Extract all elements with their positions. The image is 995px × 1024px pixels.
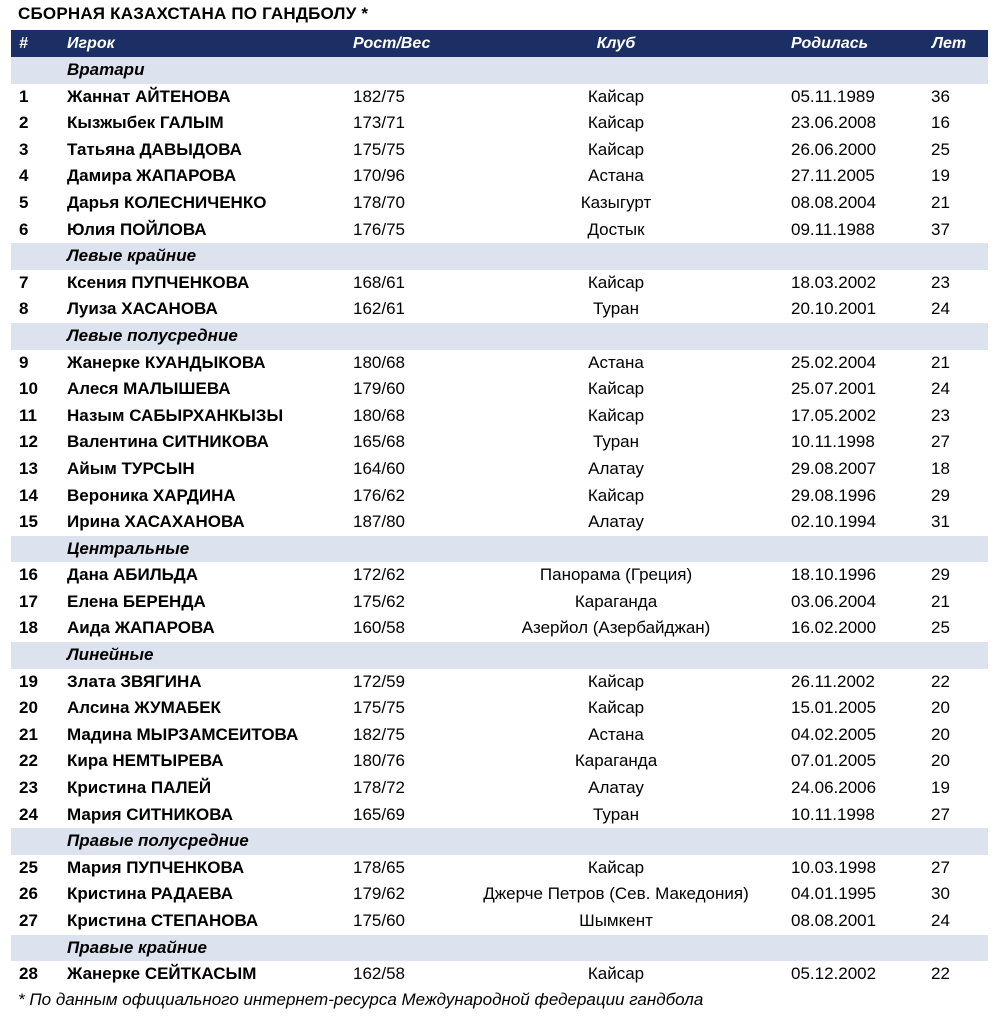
player-height-weight: 165/69 xyxy=(353,804,405,824)
player-age: 22 xyxy=(931,671,950,691)
section-header xyxy=(11,323,988,350)
player-number: 14 xyxy=(19,485,38,505)
player-age: 23 xyxy=(931,272,950,292)
player-height-weight: 173/71 xyxy=(353,113,405,133)
player-height-weight: 180/68 xyxy=(353,405,405,425)
section-name: Центральные xyxy=(67,538,190,558)
player-number: 4 xyxy=(19,166,29,186)
header-born: Родилась xyxy=(791,35,869,52)
player-age: 16 xyxy=(931,113,950,133)
table-row xyxy=(11,190,988,217)
player-age: 24 xyxy=(931,299,950,319)
player-age: 31 xyxy=(931,512,950,532)
player-club: Алатау xyxy=(588,458,644,478)
player-born: 25.02.2004 xyxy=(791,352,877,372)
table-row xyxy=(11,908,988,935)
player-age: 36 xyxy=(931,86,950,106)
player-number: 22 xyxy=(19,751,38,771)
player-age: 25 xyxy=(931,139,950,159)
player-number: 3 xyxy=(19,139,29,159)
table-row xyxy=(11,296,988,323)
player-born: 18.10.1996 xyxy=(791,565,877,585)
player-number: 12 xyxy=(19,432,38,452)
table-row xyxy=(11,881,988,908)
player-name: Ксения ПУПЧЕНКОВА xyxy=(67,272,250,292)
player-height-weight: 187/80 xyxy=(353,512,405,532)
player-name: Айым ТУРСЫН xyxy=(67,458,195,478)
player-age: 24 xyxy=(931,911,950,930)
table-row xyxy=(11,84,988,111)
player-club: Кайсар xyxy=(587,485,645,505)
player-age: 22 xyxy=(931,964,950,984)
player-club: Джерче Петров (Сев. Македония) xyxy=(483,884,749,904)
player-age: 29 xyxy=(931,565,950,585)
player-name: Дарья КОЛЕСНИЧЕНКО xyxy=(67,192,267,212)
section-header xyxy=(11,243,988,270)
player-born: 23.06.2008 xyxy=(791,113,877,133)
player-born: 27.11.2005 xyxy=(791,166,875,186)
player-name: Алсина ЖУМАБЕК xyxy=(67,698,221,718)
player-height-weight: 170/96 xyxy=(353,166,405,186)
player-age: 20 xyxy=(931,751,950,771)
player-number: 16 xyxy=(19,565,38,585)
player-height-weight: 178/70 xyxy=(353,192,405,212)
player-born: 07.01.2005 xyxy=(791,751,877,771)
player-height-weight: 175/60 xyxy=(353,911,405,930)
section-name: Левые крайние xyxy=(67,246,197,266)
player-height-weight: 176/62 xyxy=(353,485,405,505)
player-number: 19 xyxy=(19,671,38,691)
player-born: 29.08.2007 xyxy=(791,458,877,478)
player-club: Кайсар xyxy=(587,698,645,718)
section-header xyxy=(11,935,988,962)
player-age: 27 xyxy=(931,432,950,452)
player-height-weight: 178/72 xyxy=(353,778,405,798)
section-name: Левые полусредние xyxy=(67,325,238,345)
player-number: 26 xyxy=(19,884,38,904)
player-club: Азерйол (Азербайджан) xyxy=(521,618,711,638)
roster-table xyxy=(11,30,988,988)
player-age: 37 xyxy=(931,219,950,239)
player-born: 29.08.1996 xyxy=(791,485,877,505)
player-number: 6 xyxy=(19,219,29,239)
player-age: 23 xyxy=(931,405,950,425)
table-row xyxy=(11,217,988,244)
player-age: 21 xyxy=(931,352,950,372)
player-born: 10.11.1998 xyxy=(791,432,875,452)
section-header xyxy=(11,828,988,855)
table-row xyxy=(11,695,988,722)
player-club: Кайсар xyxy=(587,964,645,984)
player-number: 21 xyxy=(19,724,38,744)
player-born: 04.02.2005 xyxy=(791,724,877,744)
player-height-weight: 178/65 xyxy=(353,857,405,877)
player-name: Жанерке КУАНДЫКОВА xyxy=(67,352,266,372)
player-born: 05.11.1989 xyxy=(791,86,875,106)
player-number: 28 xyxy=(19,964,38,984)
player-club: Алатау xyxy=(588,778,644,798)
player-name: Вероника ХАРДИНА xyxy=(67,485,236,505)
table-row xyxy=(11,615,988,642)
player-club: Астана xyxy=(588,166,644,186)
player-number: 10 xyxy=(19,379,38,399)
header-num: # xyxy=(19,35,28,52)
player-club: Туран xyxy=(592,432,640,452)
player-club: Кайсар xyxy=(587,405,645,425)
player-height-weight: 160/58 xyxy=(353,618,405,638)
player-height-weight: 162/58 xyxy=(353,964,405,984)
player-number: 5 xyxy=(19,192,29,212)
player-born: 10.11.1998 xyxy=(791,804,875,824)
player-name: Елена БЕРЕНДА xyxy=(67,591,206,611)
player-name: Аида ЖАПАРОВА xyxy=(67,618,215,638)
player-height-weight: 162/61 xyxy=(353,299,405,319)
player-born: 20.10.2001 xyxy=(791,299,877,319)
player-age: 29 xyxy=(931,485,950,505)
player-club: Кайсар xyxy=(587,671,645,691)
table-row xyxy=(11,562,988,589)
table-row xyxy=(11,163,988,190)
player-name: Назым САБЫРХАНКЫЗЫ xyxy=(67,405,284,425)
player-age: 27 xyxy=(931,857,950,877)
player-height-weight: 179/60 xyxy=(353,379,405,399)
player-name: Кристина ПАЛЕЙ xyxy=(67,778,212,798)
player-age: 19 xyxy=(931,778,950,798)
player-name: Валентина СИТНИКОВА xyxy=(67,432,269,452)
player-number: 2 xyxy=(19,113,29,133)
player-height-weight: 175/62 xyxy=(353,591,405,611)
player-name: Мария ПУПЧЕНКОВА xyxy=(67,857,245,877)
player-number: 15 xyxy=(19,512,38,532)
player-name: Ирина ХАСАХАНОВА xyxy=(67,512,245,532)
player-club: Кайсар xyxy=(587,139,645,159)
section-name: Правые крайние xyxy=(67,937,207,957)
section-header xyxy=(11,536,988,563)
player-name: Дамира ЖАПАРОВА xyxy=(67,166,237,186)
player-born: 09.11.1988 xyxy=(791,219,875,239)
player-age: 25 xyxy=(931,618,950,638)
player-height-weight: 165/68 xyxy=(353,432,405,452)
table-row xyxy=(11,722,988,749)
section-name: Вратари xyxy=(67,60,145,79)
table-row xyxy=(11,961,988,988)
player-born: 18.03.2002 xyxy=(791,272,877,292)
table-row xyxy=(11,350,988,377)
player-name: Жаннат АЙТЕНОВА xyxy=(67,86,231,106)
player-born: 26.06.2000 xyxy=(791,139,877,159)
player-club: Шымкент xyxy=(579,911,653,930)
player-club: Алатау xyxy=(588,512,644,532)
table-row xyxy=(11,589,988,616)
player-born: 17.05.2002 xyxy=(791,405,877,425)
player-born: 08.08.2004 xyxy=(791,192,877,212)
player-born: 24.06.2006 xyxy=(791,778,877,798)
header-height-weight: Рост/Вес xyxy=(353,35,431,52)
player-club: Панорама (Греция) xyxy=(539,565,693,585)
player-born: 08.08.2001 xyxy=(791,911,877,930)
table-row xyxy=(11,456,988,483)
section-name: Правые полусредние xyxy=(67,831,249,851)
player-club: Кайсар xyxy=(587,379,645,399)
section-header xyxy=(11,642,988,669)
player-name: Мадина МЫРЗАМСЕИТОВА xyxy=(67,724,299,744)
player-height-weight: 175/75 xyxy=(353,139,405,159)
player-number: 7 xyxy=(19,272,29,292)
header-age: Лет xyxy=(932,35,967,52)
player-born: 15.01.2005 xyxy=(791,698,877,718)
player-age: 30 xyxy=(931,884,950,904)
player-name: Алеся МАЛЫШЕВА xyxy=(67,379,231,399)
player-number: 9 xyxy=(19,352,29,372)
player-number: 1 xyxy=(19,86,29,106)
player-name: Мария СИТНИКОВА xyxy=(67,804,233,824)
player-born: 02.10.1994 xyxy=(791,512,877,532)
player-age: 19 xyxy=(931,166,950,186)
player-age: 21 xyxy=(931,192,950,212)
player-number: 27 xyxy=(19,911,38,930)
player-club: Туран xyxy=(592,804,640,824)
player-born: 05.12.2002 xyxy=(791,964,877,984)
player-number: 25 xyxy=(19,857,38,877)
player-born: 25.07.2001 xyxy=(791,379,877,399)
player-age: 21 xyxy=(931,591,950,611)
player-name: Кызжыбек ГАЛЫМ xyxy=(67,113,224,133)
player-number: 23 xyxy=(19,778,38,798)
player-height-weight: 182/75 xyxy=(353,724,405,744)
player-club: Достык xyxy=(587,219,645,239)
table-row xyxy=(11,509,988,536)
player-name: Дана АБИЛЬДА xyxy=(67,565,199,585)
player-club: Кайсар xyxy=(587,272,645,292)
player-name: Жанерке СЕЙТКАСЫМ xyxy=(67,964,257,984)
player-club: Кайсар xyxy=(587,857,645,877)
player-club: Караганда xyxy=(574,591,658,611)
player-age: 18 xyxy=(931,458,950,478)
table-row xyxy=(11,403,988,430)
player-born: 16.02.2000 xyxy=(791,618,877,638)
player-club: Туран xyxy=(592,299,640,319)
player-age: 20 xyxy=(931,724,950,744)
player-born: 03.06.2004 xyxy=(791,591,877,611)
player-number: 20 xyxy=(19,698,38,718)
player-height-weight: 176/75 xyxy=(353,219,405,239)
player-height-weight: 172/62 xyxy=(353,565,405,585)
player-height-weight: 179/62 xyxy=(353,884,405,904)
player-club: Кайсар xyxy=(587,113,645,133)
section-name: Линейные xyxy=(67,645,154,665)
table-row xyxy=(11,483,988,510)
player-name: Кристина РАДАЕВА xyxy=(67,884,234,904)
player-club: Астана xyxy=(588,724,644,744)
player-height-weight: 164/60 xyxy=(353,458,405,478)
player-club: Казыгурт xyxy=(580,192,652,212)
player-height-weight: 175/75 xyxy=(353,698,405,718)
player-age: 27 xyxy=(931,804,950,824)
table-row xyxy=(11,748,988,775)
table-body xyxy=(11,57,988,988)
player-number: 24 xyxy=(19,804,38,824)
table-row xyxy=(11,110,988,137)
table-row xyxy=(11,669,988,696)
table-row xyxy=(11,376,988,403)
player-born: 04.01.1995 xyxy=(791,884,877,904)
player-name: Юлия ПОЙЛОВА xyxy=(67,219,207,239)
player-born: 26.11.2002 xyxy=(791,671,875,691)
player-age: 24 xyxy=(931,379,950,399)
table-row xyxy=(11,802,988,829)
player-club: Караганда xyxy=(574,751,658,771)
player-name: Татьяна ДАВЫДОВА xyxy=(67,139,242,159)
player-height-weight: 182/75 xyxy=(353,86,405,106)
player-born: 10.03.1998 xyxy=(791,857,877,877)
header-club: Клуб xyxy=(596,35,636,52)
player-number: 8 xyxy=(19,299,29,319)
table-row xyxy=(11,855,988,882)
player-height-weight: 172/59 xyxy=(353,671,405,691)
table-row xyxy=(11,270,988,297)
player-number: 17 xyxy=(19,591,38,611)
player-number: 11 xyxy=(19,405,37,425)
player-number: 18 xyxy=(19,618,38,638)
player-age: 20 xyxy=(931,698,950,718)
table-row xyxy=(11,137,988,164)
footnote: * По данным официального интернет-ресурса Международной федерации гандбола xyxy=(18,990,704,1009)
player-number: 13 xyxy=(19,458,38,478)
table-header xyxy=(11,30,988,57)
player-height-weight: 168/61 xyxy=(353,272,405,292)
player-name: Кира НЕМТЫРЕВА xyxy=(67,751,224,771)
player-name: Злата ЗВЯГИНА xyxy=(67,671,202,691)
header-player: Игрок xyxy=(67,35,115,52)
player-height-weight: 180/68 xyxy=(353,352,405,372)
player-height-weight: 180/76 xyxy=(353,751,405,771)
table-row xyxy=(11,429,988,456)
section-header xyxy=(11,57,988,84)
player-club: Астана xyxy=(588,352,644,372)
player-name: Луиза ХАСАНОВА xyxy=(67,299,218,319)
player-name: Кристина СТЕПАНОВА xyxy=(67,911,259,930)
player-club: Кайсар xyxy=(587,86,645,106)
table-row xyxy=(11,775,988,802)
page-title: СБОРНАЯ КАЗАХСТАНА ПО ГАНДБОЛУ * xyxy=(18,4,369,23)
